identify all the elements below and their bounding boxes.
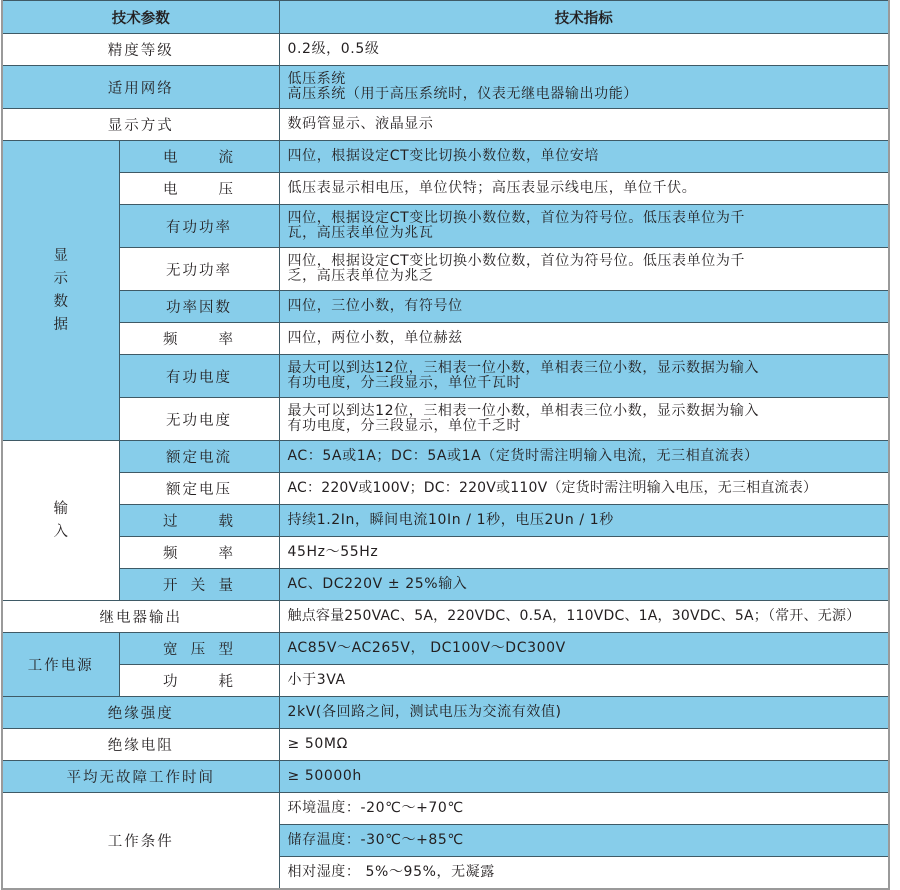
- value-overload: 持续1.2In，瞬间电流10In / 1秒，电压2Un / 1秒: [279, 505, 889, 537]
- row-display-reactive-power: [2, 248, 889, 291]
- group-label-conditions: 工作条件: [2, 793, 279, 890]
- header-spec: 技术指标: [279, 1, 889, 34]
- value-insulation-resistance: ≥ 50MΩ: [279, 729, 889, 761]
- row-input-overload: [2, 505, 889, 537]
- value-mtbf: ≥ 50000h: [279, 761, 889, 793]
- group-char: 数: [53, 293, 68, 310]
- value-voltage: 低压表显示相电压，单位伏特；高压表显示线电压，单位千伏。: [279, 173, 889, 205]
- row-display-mode: [2, 109, 889, 141]
- row-input-switch: [2, 569, 889, 601]
- label-relay-output: 继电器输出: [2, 601, 279, 633]
- label-insulation-strength: 绝缘强度: [2, 697, 279, 729]
- value-switch: AC、DC220V ± 25%输入: [279, 569, 889, 601]
- row-display-frequency: [2, 323, 889, 355]
- value-power-factor: 四位，三位小数，有符号位: [279, 291, 889, 323]
- value-consumption: 小于3VA: [279, 665, 889, 697]
- value-storage-temp: 储存温度：-30℃～+85℃: [279, 825, 889, 857]
- spec-table: [1, 0, 890, 890]
- row-display-active-energy: [2, 355, 889, 398]
- group-label-power-supply: 工作电源: [2, 633, 119, 697]
- value-rated-current: AC：5A或1A；DC：5A或1A（定货时需注明输入电流，无三相直流表）: [279, 441, 889, 473]
- label-network: 适用网络: [2, 66, 279, 109]
- value-active-energy: 最大可以到达12位，三相表一位小数，单相表三位小数，显示数据为输入 有功电度，分三段显示，单位千瓦时: [279, 355, 889, 398]
- header-param: 技术参数: [2, 1, 279, 34]
- value-network-line1: 低压系统: [287, 71, 346, 87]
- row-relay-output: [2, 601, 889, 633]
- row-input-rated-voltage: [2, 473, 889, 505]
- row-display-power-factor: [2, 291, 889, 323]
- label-overload: 过 载: [119, 505, 279, 537]
- label-power-factor: 功率因数: [119, 291, 279, 323]
- group-label-input: [2, 441, 119, 601]
- value-wide-voltage: AC85V～AC265V， DC100V～DC300V: [279, 633, 889, 665]
- group-char: 据: [53, 316, 68, 333]
- row-network: [2, 66, 889, 109]
- value-humidity: 相对湿度： 5%～95%，无凝露: [279, 857, 889, 890]
- value-insulation-strength: 2kV(各回路之间，测试电压为交流有效值): [279, 697, 889, 729]
- label-consumption: 功 耗: [119, 665, 279, 697]
- row-power-wide: [2, 633, 889, 665]
- label-wide-voltage: 宽 压 型: [119, 633, 279, 665]
- row-input-frequency: [2, 537, 889, 569]
- value-network: [279, 66, 889, 109]
- label-reactive-power: 无功功率: [119, 248, 279, 291]
- row-insulation-strength: [2, 697, 889, 729]
- label-insulation-resistance: 绝缘电阻: [2, 729, 279, 761]
- row-display-current: [2, 141, 889, 173]
- row-display-reactive-energy: [2, 398, 889, 441]
- row-display-voltage: [2, 173, 889, 205]
- group-char: 输: [53, 500, 68, 517]
- value-input-frequency: 45Hz～55Hz: [279, 537, 889, 569]
- label-voltage: 电 压: [119, 173, 279, 205]
- value-network-line2: 高压系统（用于高压系统时，仪表无继电器输出功能）: [287, 86, 638, 102]
- row-condition-ambient: [2, 793, 889, 825]
- label-frequency: 频 率: [119, 323, 279, 355]
- row-power-consumption: [2, 665, 889, 697]
- value-reactive-power: 四位，根据设定CT变比切换小数位数，首位为符号位。低压表单位为千 乏，高压表单位为兆乏: [279, 248, 889, 291]
- value-reactive-energy: 最大可以到达12位，三相表一位小数，单相表三位小数，显示数据为输入 有功电度，分三段显示，单位千乏时: [279, 398, 889, 441]
- label-active-energy: 有功电度: [119, 355, 279, 398]
- label-reactive-energy: 无功电度: [119, 398, 279, 441]
- row-display-active-power: [2, 205, 889, 248]
- value-active-power: 四位，根据设定CT变比切换小数位数，首位为符号位。低压表单位为千 瓦，高压表单位为兆瓦: [279, 205, 889, 248]
- label-switch: 开 关 量: [119, 569, 279, 601]
- value-precision: 0.2级，0.5级: [279, 34, 889, 66]
- label-mtbf: 平均无故障工作时间: [2, 761, 279, 793]
- value-display-mode: 数码管显示、液晶显示: [279, 109, 889, 141]
- row-mtbf: [2, 761, 889, 793]
- value-relay-output: 触点容量250VAC、5A，220VDC、0.5A，110VDC、1A，30VDC、5A；（常开、无源）: [279, 601, 889, 633]
- row-precision: [2, 34, 889, 66]
- group-char: 显: [53, 247, 68, 264]
- header-row: [2, 1, 889, 34]
- label-current: 电 流: [119, 141, 279, 173]
- value-ambient-temp: 环境温度：-20℃～+70℃: [279, 793, 889, 825]
- row-insulation-resistance: [2, 729, 889, 761]
- label-rated-voltage: 额定电压: [119, 473, 279, 505]
- value-current: 四位，根据设定CT变比切换小数位数，单位安培: [279, 141, 889, 173]
- group-char: 入: [53, 523, 68, 540]
- label-rated-current: 额定电流: [119, 441, 279, 473]
- row-input-rated-current: [2, 441, 889, 473]
- group-char: 示: [53, 270, 68, 287]
- value-frequency: 四位，两位小数，单位赫兹: [279, 323, 889, 355]
- label-precision: 精度等级: [2, 34, 279, 66]
- value-rated-voltage: AC：220V或100V；DC：220V或110V（定货时需注明输入电压，无三相直流表）: [279, 473, 889, 505]
- label-display-mode: 显示方式: [2, 109, 279, 141]
- group-label-display-data: [2, 141, 119, 441]
- label-input-frequency: 频 率: [119, 537, 279, 569]
- label-active-power: 有功功率: [119, 205, 279, 248]
